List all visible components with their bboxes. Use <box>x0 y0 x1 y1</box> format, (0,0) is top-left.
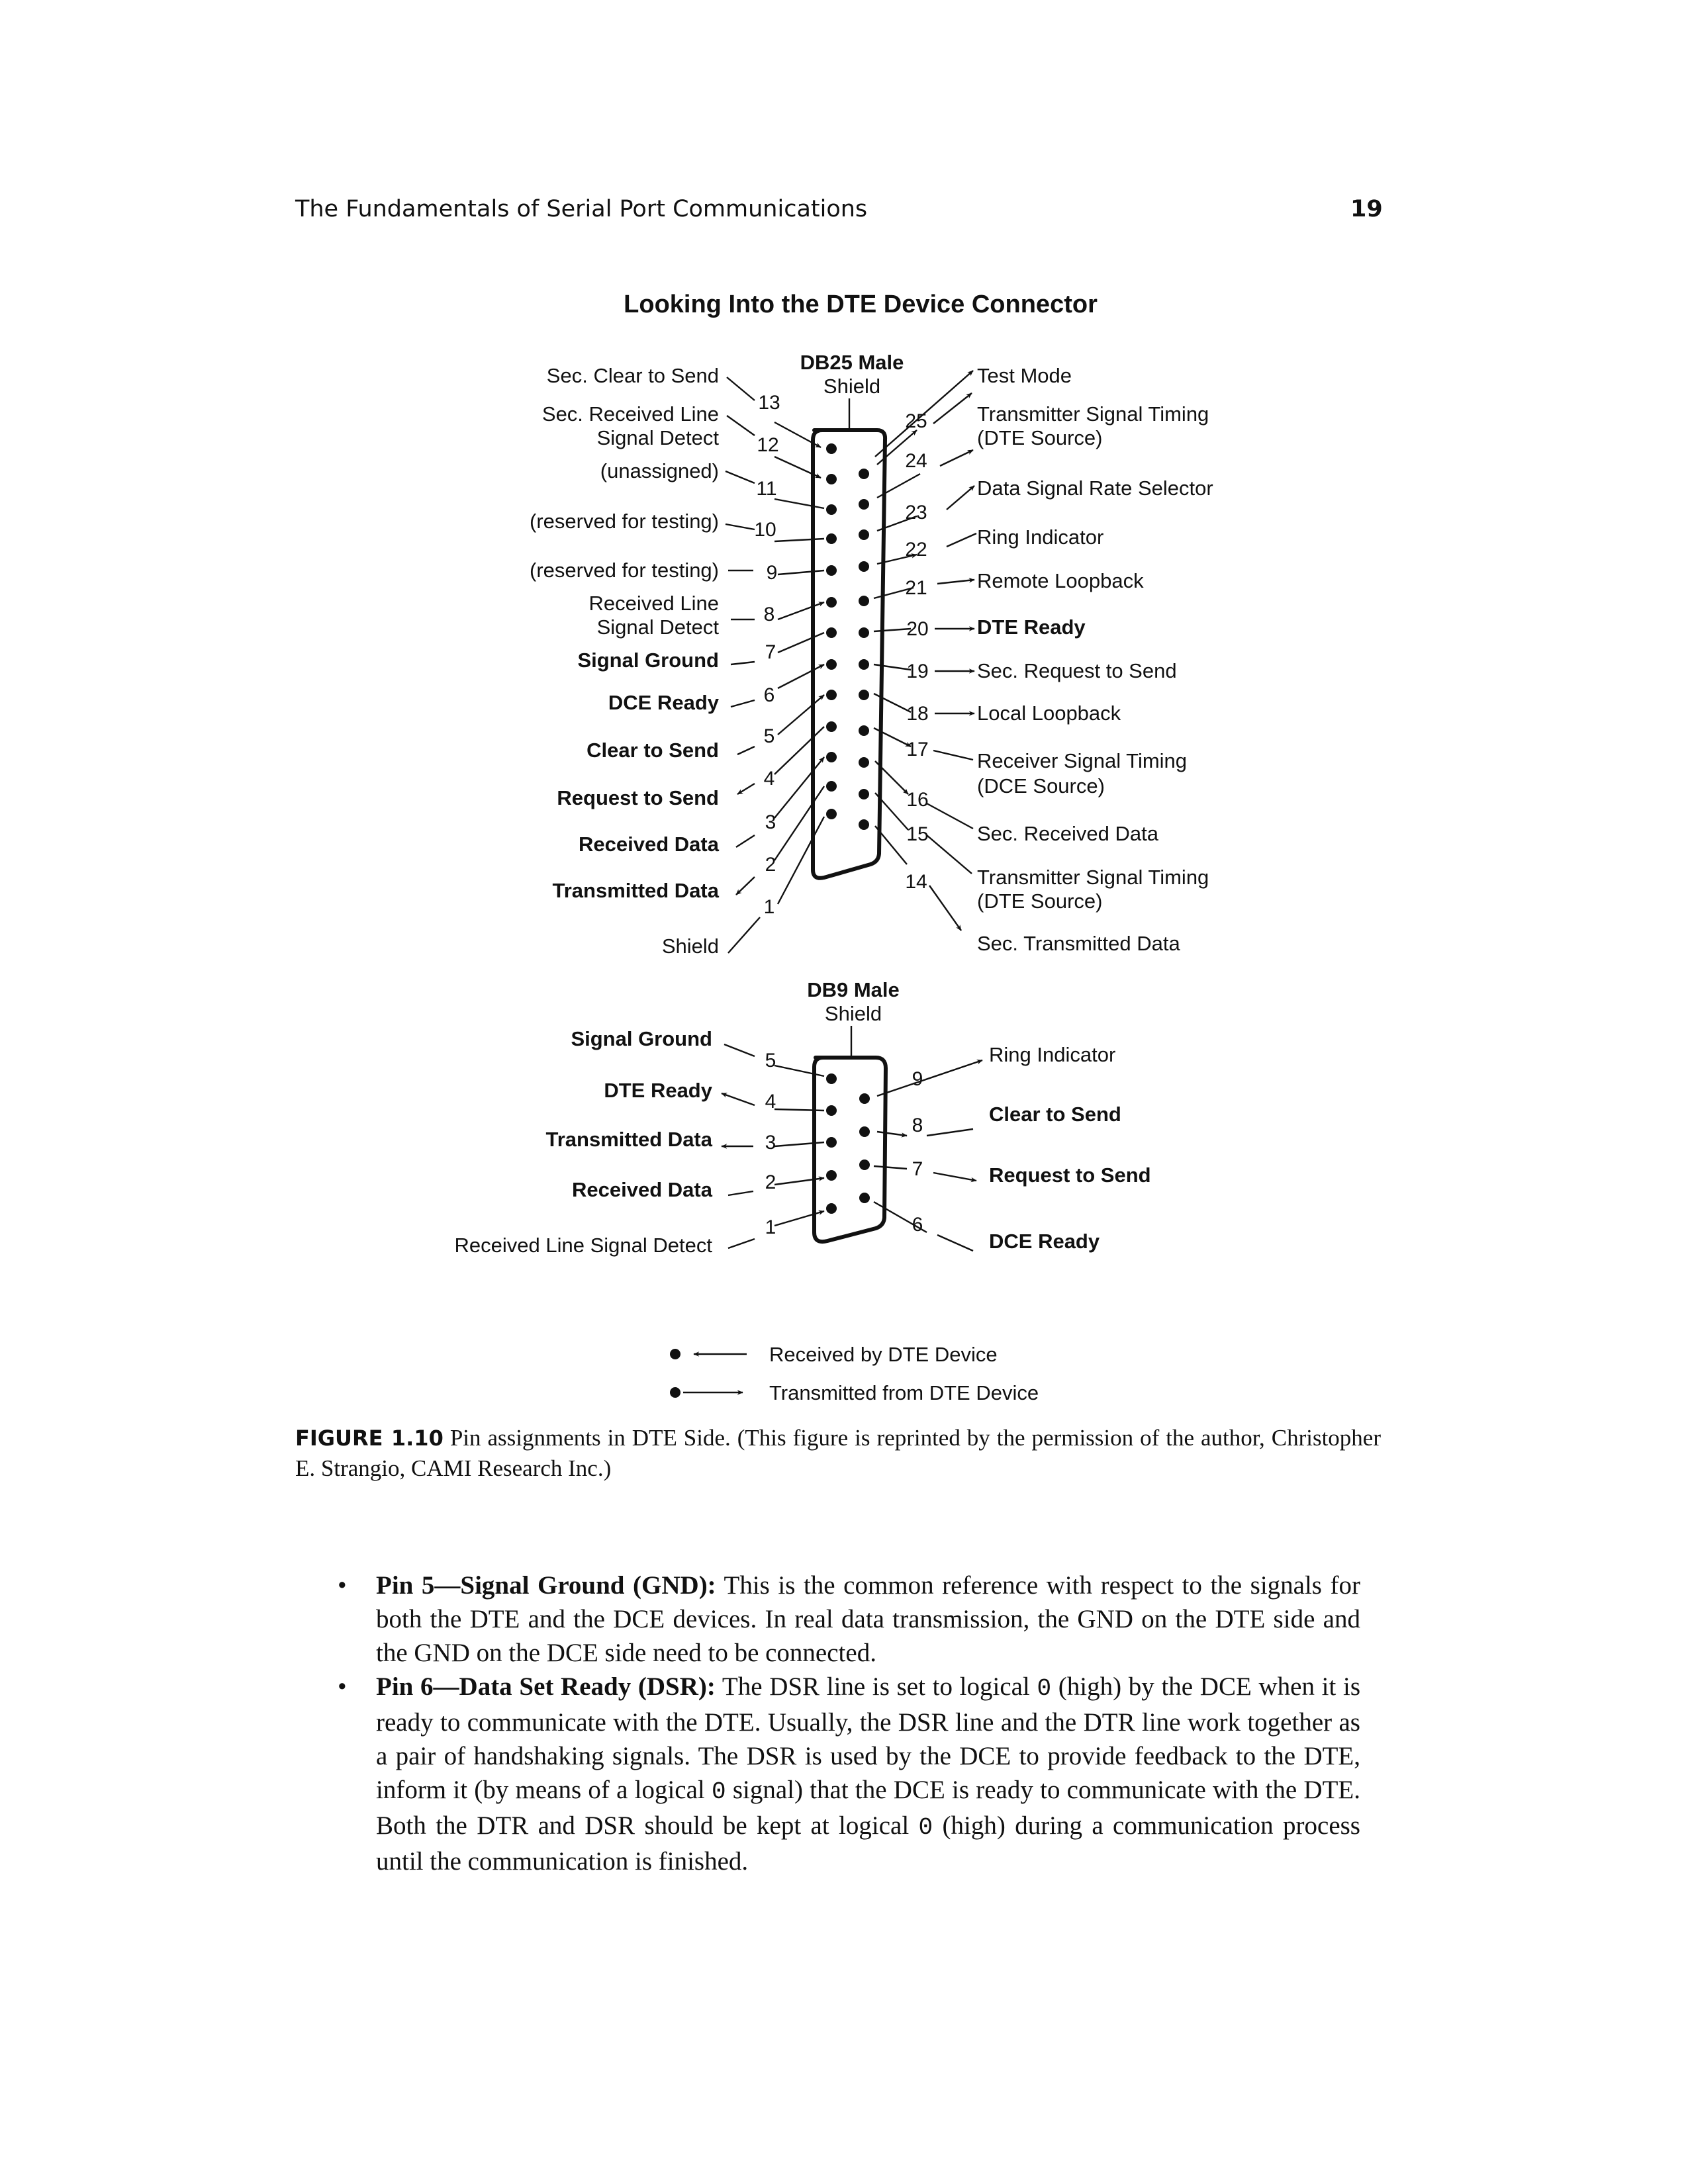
db25-leader-line <box>933 393 972 424</box>
db25-label-left: (unassigned) <box>600 459 719 482</box>
db9-pin-3 <box>826 1137 837 1148</box>
db9-leader-line <box>877 1060 982 1096</box>
db25-label-right: Local Loopback <box>977 702 1121 725</box>
db25-pin-12 <box>826 474 837 484</box>
db25-label-right: Transmitter Signal Timing <box>977 866 1209 889</box>
db25-pin-15 <box>859 789 869 799</box>
db25-leader-line <box>927 835 972 874</box>
db9-pin-4 <box>826 1105 837 1116</box>
db9-pin-number: 2 <box>765 1171 776 1193</box>
db25-label-right: (DTE Source) <box>977 889 1103 913</box>
db25-label-left: Transmitted Data <box>552 879 719 902</box>
db25-label-left: Received Data <box>579 833 719 856</box>
db9-leader-line <box>774 1142 824 1146</box>
db25-pin-number: 4 <box>763 768 775 790</box>
db25-pin-number: 25 <box>905 410 927 432</box>
db9-leader-line <box>877 1132 907 1136</box>
pin-description-list <box>338 1569 1360 1878</box>
db25-pin-7 <box>826 627 837 638</box>
db25-pin-number: 21 <box>905 577 927 599</box>
bullet-icon: • <box>338 1672 347 1701</box>
db9-pin-number: 4 <box>765 1091 776 1113</box>
db25-label-left: Signal Detect <box>596 426 719 449</box>
db25-pin-5 <box>826 690 837 700</box>
db25-pin-number: 1 <box>763 896 775 918</box>
db25-leader-line <box>736 835 755 847</box>
db25-pin-3 <box>826 752 837 762</box>
list-item-lead: Pin 6—Data Set Ready (DSR): <box>376 1672 716 1701</box>
db25-pin-number: 24 <box>905 450 927 472</box>
db25-leader-line <box>737 784 755 794</box>
db25-label-right: DTE Ready <box>977 615 1086 639</box>
db25-label-left: (reserved for testing) <box>530 510 719 533</box>
db25-label-left: Shield <box>661 934 719 958</box>
db25-pin-number: 19 <box>906 660 929 682</box>
db25-connector-shell <box>813 430 885 878</box>
db25-leader-line <box>874 664 911 670</box>
db9-pin-dots <box>826 1073 870 1214</box>
db25-pin-number: 6 <box>763 684 775 706</box>
db9-label-left: Received Data <box>572 1178 712 1201</box>
db25-pin-number: 8 <box>763 604 775 625</box>
db9-leader-line <box>933 1173 976 1181</box>
db25-leader-line <box>937 580 974 584</box>
db25-pin-number: 16 <box>906 789 929 811</box>
db25-label-right: (DTE Source) <box>977 426 1103 449</box>
db25-label-left: Received Line <box>588 592 719 615</box>
list-item-text: (high) during a communication process until the communication is finished. <box>376 1811 1360 1876</box>
db9-pin-7 <box>859 1160 870 1170</box>
db25-label-right: Ring Indicator <box>977 525 1104 549</box>
db25-leader-line <box>726 524 755 529</box>
db25-pin-22 <box>859 561 869 572</box>
db25-label-left: DCE Ready <box>608 691 719 714</box>
db9-label-left: DTE Ready <box>604 1079 712 1102</box>
legend-transmitted-dot <box>670 1387 680 1398</box>
db9-label-left: Transmitted Data <box>545 1128 712 1151</box>
list-item-lead: Pin 5—Signal Ground (GND): <box>376 1571 716 1600</box>
db25-label-left: Clear to Send <box>586 739 719 762</box>
db25-label-left: Sec. Received Line <box>541 402 719 426</box>
db9-pin-number: 5 <box>765 1050 776 1071</box>
db9-leader-line <box>728 1191 753 1195</box>
list-item-text: The DSR line is set to logical <box>715 1672 1037 1701</box>
db25-label-right: Receiver Signal Timing <box>977 749 1188 772</box>
logic-value: 0 <box>711 1778 726 1805</box>
db25-pin-11 <box>826 504 837 515</box>
db25-leader-line <box>927 803 973 829</box>
db25-pin-numbers <box>754 392 928 918</box>
legend-received-text: Received by DTE Device <box>769 1343 998 1366</box>
db25-leader-line <box>778 633 824 653</box>
db25-leader-line <box>874 629 911 631</box>
db25-pin-17 <box>859 725 869 736</box>
db25-right-labels <box>977 364 1213 955</box>
db25-leader-line <box>947 533 976 547</box>
db9-label-right: Ring Indicator <box>989 1043 1116 1066</box>
db9-pin-8 <box>859 1126 870 1137</box>
db25-pin-number: 3 <box>765 811 776 833</box>
db9-leader-line <box>722 1093 755 1105</box>
db9-label-right: Request to Send <box>989 1163 1151 1187</box>
db9-label-left: Received Line Signal Detect <box>454 1234 712 1257</box>
db25-pin-19 <box>859 659 869 670</box>
db25-pin-16 <box>859 757 869 768</box>
db9-pin-number: 9 <box>912 1068 923 1090</box>
db9-pin-number: 3 <box>765 1132 776 1154</box>
db25-label-right: Sec. Received Data <box>977 822 1158 845</box>
db25-pin-1 <box>826 809 837 819</box>
db25-pin-23 <box>859 529 869 540</box>
db25-leader-line <box>933 751 973 760</box>
db9-label-right: Clear to Send <box>989 1103 1121 1126</box>
db9-leader-line <box>927 1129 973 1136</box>
db25-label-left: Signal Ground <box>577 649 719 672</box>
db25-pin-number: 11 <box>756 478 777 500</box>
db25-leader-line <box>778 695 824 735</box>
logic-value: 0 <box>1037 1675 1052 1702</box>
db25-pin-4 <box>826 721 837 732</box>
page-number: 19 <box>1350 196 1383 222</box>
db25-label-right: Transmitter Signal Timing <box>977 402 1209 426</box>
db25-pin-13 <box>826 443 837 454</box>
db9-leader-line <box>937 1235 973 1251</box>
db25-pin-20 <box>859 627 869 638</box>
db25-label-right: Sec. Transmitted Data <box>977 932 1180 955</box>
db25-leader-line <box>731 662 755 664</box>
db25-leader-line <box>940 450 973 466</box>
db25-pin-number: 2 <box>765 854 776 876</box>
db9-leader-line <box>724 1044 755 1056</box>
db25-leader-line <box>727 416 755 435</box>
db9-pin-number: 6 <box>912 1214 923 1236</box>
db9-leader-lines <box>722 1044 982 1251</box>
db9-pin-numbers <box>765 1050 923 1238</box>
db25-pin-25 <box>859 469 869 479</box>
db25-pin-number: 5 <box>763 725 775 747</box>
caption-label: FIGURE 1.10 <box>295 1426 444 1451</box>
db25-leader-line <box>947 486 974 510</box>
db25-pin-number: 17 <box>906 739 929 760</box>
db25-pin-number: 10 <box>754 519 776 541</box>
db25-pin-number: 12 <box>757 434 779 456</box>
db25-pin-14 <box>859 819 869 830</box>
db25-leader-line <box>731 700 755 707</box>
db25-pin-9 <box>826 565 837 576</box>
db25-leader-line <box>774 786 824 860</box>
db25-pin-2 <box>826 781 837 792</box>
db9-pin-number: 7 <box>912 1158 923 1180</box>
db25-label-left: Signal Detect <box>596 615 719 639</box>
db25-leader-line <box>728 917 760 953</box>
db25-pin-24 <box>859 499 869 510</box>
db25-pin-dots <box>826 443 869 830</box>
db9-right-labels <box>989 1043 1151 1253</box>
db9-pin-5 <box>826 1073 837 1084</box>
db25-pin-21 <box>859 596 869 606</box>
db25-pin-number: 18 <box>906 703 929 725</box>
db9-leader-line <box>874 1166 907 1169</box>
db25-pin-number: 13 <box>758 392 780 414</box>
bullet-icon: • <box>338 1571 347 1600</box>
db25-pin-8 <box>826 597 837 608</box>
db9-label-left: Signal Ground <box>571 1027 712 1050</box>
figure-title: Looking Into the DTE Device Connector <box>624 291 1098 318</box>
db25-pin-number: 9 <box>766 562 778 584</box>
db25-label-right: Remote Loopback <box>977 569 1144 592</box>
legend-received-dot <box>670 1349 680 1359</box>
db9-pin-1 <box>826 1203 837 1214</box>
db25-leader-line <box>778 817 824 904</box>
legend-transmitted-text: Transmitted from DTE Device <box>769 1381 1039 1404</box>
db25-label-left: Sec. Clear to Send <box>546 364 719 387</box>
db9-label-right: DCE Ready <box>989 1230 1100 1253</box>
list-item-text: (high) by the DCE when it is ready to communicate with the DTE. Usually, the DSR line and the DTR line work together as a pair of handshaking signals. The DSR is used by the DCE to provide feedback to the DTE, inform it (by means of a logical <box>376 1672 1360 1804</box>
db25-pin-number: 14 <box>905 871 927 893</box>
db25-label-left: Request to Send <box>557 786 719 809</box>
db25-pin-number: 15 <box>906 823 929 845</box>
db25-pin-18 <box>859 690 869 700</box>
caption-text: Pin assignments in DTE Side. (This figure is reprinted by the permission of the author, Christopher E. Strangio, CAMI Research Inc.) <box>295 1425 1381 1481</box>
db25-leader-line <box>737 747 755 754</box>
db25-leader-line <box>774 539 824 541</box>
db9-left-labels <box>455 1027 713 1257</box>
db9-pin-number: 1 <box>765 1216 776 1238</box>
db25-pin-number: 7 <box>765 641 776 663</box>
db25-pin-number: 20 <box>906 618 929 640</box>
db25-leader-line <box>736 877 755 895</box>
db25-leader-line <box>774 499 824 508</box>
list-item-text: This is the common reference with respect to the signals for both the DTE and the DCE devices. In real data transmission, the GND on the DTE side and the GND on the DCE side need to be connected. <box>376 1571 1360 1667</box>
db25-leader-line <box>778 570 824 574</box>
db25-pin-number: 23 <box>905 502 927 523</box>
logic-value: 0 <box>918 1814 933 1841</box>
db25-pin-6 <box>826 659 837 670</box>
db9-pin-number: 8 <box>912 1115 923 1136</box>
list-item <box>338 1569 1360 1670</box>
legend <box>670 1343 1039 1404</box>
db25-leader-line <box>778 664 824 688</box>
db25-leader-line <box>727 377 755 400</box>
db9-leader-line <box>774 1211 824 1226</box>
db25-label-left: (reserved for testing) <box>530 559 719 582</box>
db25-name: DB25 Male <box>800 351 904 374</box>
db25-label-right: Sec. Request to Send <box>977 659 1177 682</box>
db25-leader-line <box>726 471 755 483</box>
db9-connector-shell <box>814 1058 886 1242</box>
db9-leader-line <box>774 1066 824 1076</box>
db25-label-right: Data Signal Rate Selector <box>977 477 1213 500</box>
db9-pin-2 <box>826 1170 837 1181</box>
db25-shield-label: Shield <box>823 375 881 398</box>
list-item <box>338 1670 1360 1878</box>
db9-shield-label: Shield <box>824 1002 882 1025</box>
db9-leader-line <box>774 1178 824 1185</box>
list-item-text: signal) that the DCE is ready to communicate with the DTE. Both the DTR and DSR should be kept at logical <box>376 1776 1360 1840</box>
db9-pin-6 <box>859 1193 870 1203</box>
db25-label-right: Test Mode <box>977 364 1072 387</box>
db9-leader-line <box>728 1239 755 1248</box>
db25-pin-number: 22 <box>905 539 927 561</box>
running-head: The Fundamentals of Serial Port Communications <box>295 196 868 222</box>
figure-caption <box>295 1423 1381 1484</box>
db25-pin-10 <box>826 533 837 544</box>
db25-label-right: (DCE Source) <box>977 774 1105 797</box>
db25-leader-line <box>929 886 961 931</box>
db9-pin-9 <box>859 1093 870 1104</box>
db9-leader-line <box>774 1109 824 1111</box>
db9-name: DB9 Male <box>807 978 900 1001</box>
db25-leader-line <box>778 602 824 619</box>
db25-left-labels <box>530 364 720 958</box>
